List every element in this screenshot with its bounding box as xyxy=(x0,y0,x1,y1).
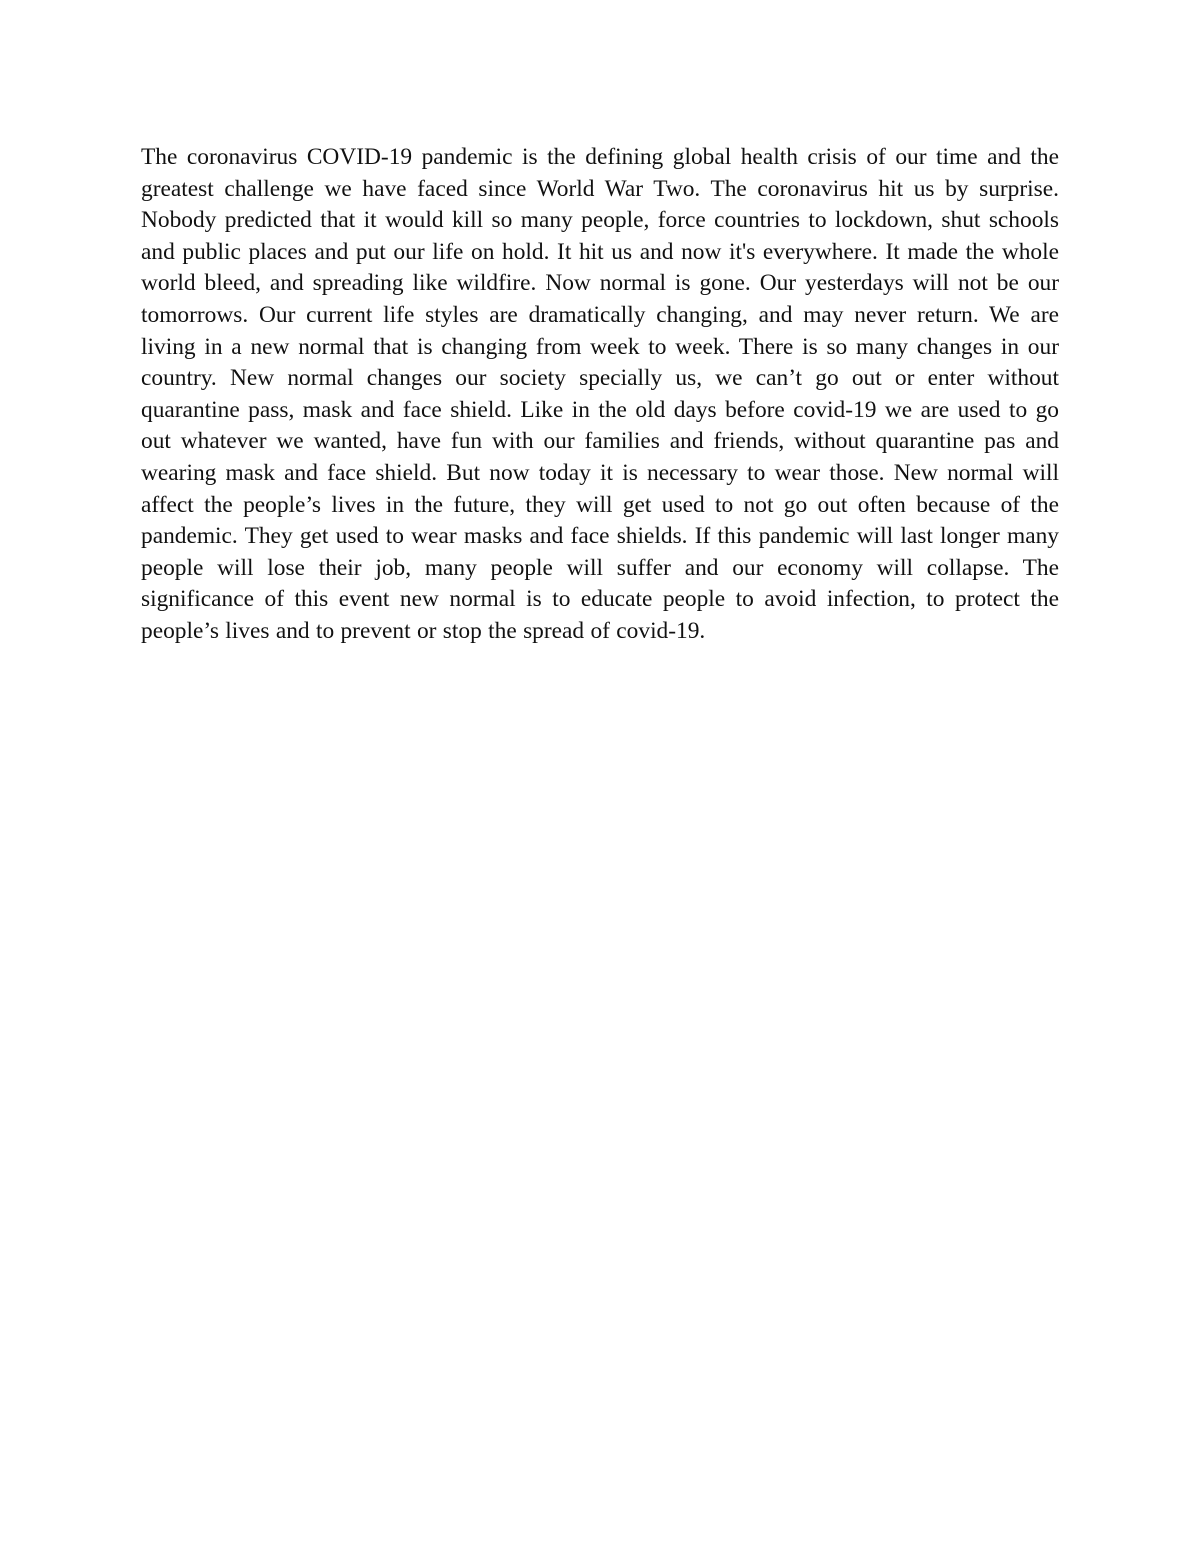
body-paragraph: The coronavirus COVID-19 pandemic is the defining global health crisis of our time and the greatest challenge we have faced since World War Two. The coronavirus hit us by surprise. Nobody predicted that it would kill so many people, force countries to lockdown, shut schools and public places and put our life on hold. It hit us and now it's everywhere. It made the whole world bleed, and spreading like wildfire. Now normal is gone. Our yesterdays will not be our tomorrows. Our current life styles are dramatically changing, and may never return. We are living in a new normal that is changing from week to week. There is so many changes in our country. New normal changes our society specially us, we can’t go out or enter without quarantine pass, mask and face shield. Like in the old days before covid-19 we are used to go out whatever we wanted, have fun with our families and friends, without quarantine pas and wearing mask and face shield. But now today it is necessary to wear those. New normal will affect the people’s lives in the future, they will get used to not go out often because of the pandemic. They get used to wear masks and face shields. If this pandemic will last longer many people will lose their job, many people will suffer and our economy will collapse. The significance of this event new normal is to educate people to avoid infection, to protect the people’s lives and to prevent or stop the spread of covid-19. xyxy=(141,144,1059,644)
